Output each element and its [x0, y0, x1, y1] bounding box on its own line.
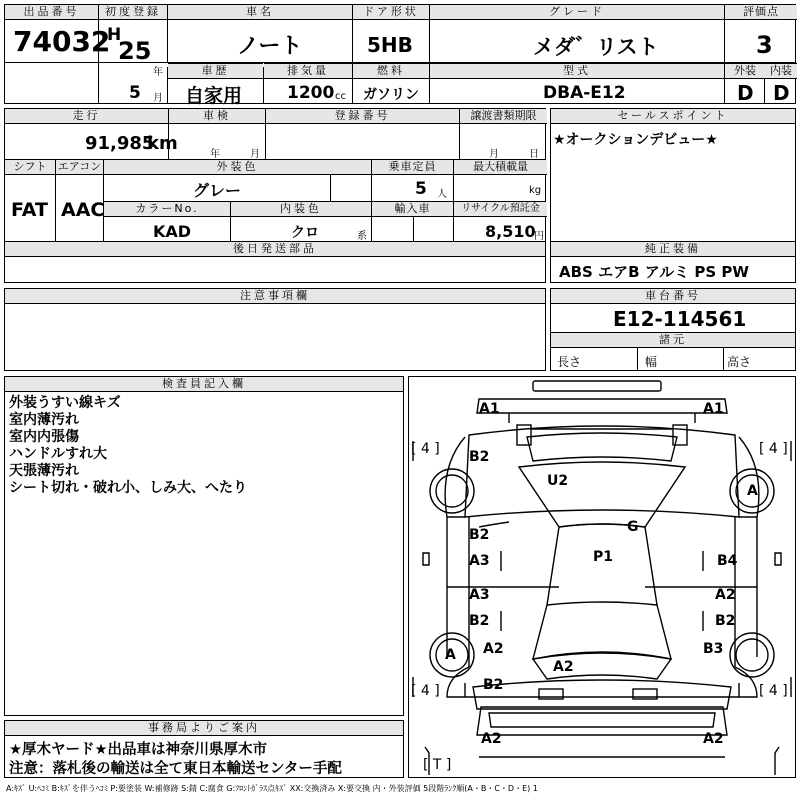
tyre-tread-fl: [ 4 ]	[411, 441, 440, 457]
history: 自家用	[185, 85, 243, 107]
load-unit: kg	[529, 185, 542, 196]
legend: A:ｷｽﾞ U:ﾍｺﾐ B:ｷｽﾞを伴うﾍｺﾐ P:要塗装 W:補修跡 S:錆 C:腐食 G:ﾌﾛﾝﾄｶﾞﾗｽ点ｷｽﾞ XX:交換済み X:要交換 内・外装評価 5段階ﾗﾝｸ順(A・B・C・D・E) 1	[6, 784, 538, 793]
history-label: 車歴	[168, 63, 263, 79]
transfer-label: 譲渡書類期限	[459, 109, 547, 124]
inspector-note: 室内薄汚れ	[9, 412, 79, 428]
displacement: 1200	[287, 83, 335, 103]
damage-mark: A2	[481, 731, 502, 747]
displacement-label: 排気量	[264, 63, 352, 79]
top-block	[4, 4, 796, 107]
damage-mark: B2	[469, 449, 490, 465]
inspector-note: 室内内張傷	[9, 429, 79, 445]
transfer-day-unit: 日	[529, 149, 539, 160]
lot-number: 74032	[13, 25, 111, 58]
insp-month-unit: 月	[250, 149, 260, 160]
length-label: 長さ	[557, 355, 582, 369]
door-label: ドア形状	[353, 5, 429, 20]
damage-mark: B3	[703, 641, 724, 657]
chassis-block	[550, 288, 796, 371]
inspector-note: 天張薄汚れ	[9, 463, 79, 479]
grade-label: グレード	[430, 5, 724, 20]
details-block	[4, 108, 546, 242]
inspector-notes	[9, 395, 247, 497]
equipment: ABS エアB アルミ PS PW	[559, 263, 749, 281]
color-label: 外装色	[103, 160, 371, 175]
ext-label: 外装	[725, 63, 765, 79]
sales-label: セールスポイント	[551, 109, 795, 124]
damage-mark: A3	[469, 587, 490, 603]
damage-diagram	[408, 376, 796, 778]
int-color-label: 内装色	[230, 202, 371, 217]
mileage-unit: km	[147, 133, 178, 154]
damage-mark: A2	[483, 641, 504, 657]
later-parts-label: 後日発送部品	[5, 242, 545, 257]
door-type: 5HB	[367, 33, 413, 57]
height-label: 高さ	[727, 355, 752, 369]
sales-block	[550, 108, 796, 242]
damage-mark: B2	[469, 613, 490, 629]
damage-mark: P1	[593, 549, 614, 565]
lot-label: 出品番号	[5, 5, 98, 20]
capacity-label: 乗車定員	[371, 160, 453, 175]
ac: AAC	[61, 199, 105, 221]
sales-point: ★オークションデビュー★	[553, 132, 718, 148]
spec-label: 諸元	[551, 332, 795, 348]
capacity: 5	[415, 179, 427, 199]
model: DBA-E12	[543, 83, 626, 103]
office-block	[4, 720, 404, 778]
inspector-label: 検査員記入欄	[5, 377, 403, 392]
office-line-2: 注意：落札後の輸送は全て東日本輸送センター手配	[9, 761, 342, 777]
first-reg-label: 初度登録	[99, 5, 167, 20]
caution-block	[4, 288, 546, 371]
reg-month: 5	[129, 83, 141, 103]
mileage: 91,985	[85, 133, 155, 154]
fuel-label: 燃料	[353, 63, 429, 79]
tyre-tread-rl: [ 4 ]	[411, 683, 440, 699]
equip-label: 純正装備	[551, 242, 795, 257]
caution-label: 注意事項欄	[5, 289, 545, 304]
transfer-month-unit: 月	[489, 149, 499, 160]
damage-mark: A2	[703, 731, 724, 747]
car-name-label: 車名	[168, 5, 352, 20]
import-label: 輸入車	[371, 202, 453, 217]
load-label: 最大積載量	[453, 160, 547, 175]
score-label: 評価点	[725, 5, 797, 20]
damage-mark: B2	[469, 527, 490, 543]
later-parts-block	[4, 241, 546, 283]
inspection-label: 車検	[168, 109, 265, 124]
displacement-unit: cc	[335, 91, 346, 102]
era: H	[107, 25, 122, 45]
color-no-label: カラーNo.	[104, 202, 230, 217]
damage-mark: B2	[715, 613, 736, 629]
int-grade: D	[773, 81, 790, 105]
car-outline-icon	[409, 377, 795, 777]
width-label: 幅	[645, 355, 658, 369]
grade: メダ゛リスト	[533, 35, 659, 59]
color-no: KAD	[153, 222, 192, 241]
model-label: 型式	[430, 63, 724, 79]
capacity-unit: 人	[437, 189, 447, 200]
damage-mark: A2	[553, 659, 574, 675]
int-label: 内装	[765, 63, 797, 79]
office-label: 事務局よりご案内	[5, 721, 403, 736]
damage-mark: B4	[717, 553, 738, 569]
damage-mark: G	[627, 519, 639, 535]
recycle-unit: 円	[534, 231, 544, 242]
inspector-note: 外装うすい線キズ	[9, 395, 121, 411]
int-color-unit: 系	[357, 231, 367, 242]
damage-mark: A3	[469, 553, 490, 569]
reg-year: 25	[118, 37, 152, 65]
year-unit: 年	[153, 67, 163, 78]
car-name: ノート	[237, 34, 303, 59]
chassis-number: E12-114561	[613, 307, 747, 331]
damage-mark: A	[445, 647, 456, 663]
damage-mark: A1	[479, 401, 500, 417]
damage-mark: A2	[715, 587, 736, 603]
score: 3	[756, 31, 773, 59]
recycle: 8,510	[485, 222, 536, 241]
damage-mark: U2	[547, 473, 569, 489]
spare-tyre: [ T ]	[423, 757, 452, 773]
office-line-1: ★厚木ヤード★出品車は神奈川県厚木市	[9, 742, 267, 758]
inspector-block	[4, 376, 404, 716]
damage-mark: A1	[703, 401, 724, 417]
shift-label: シフト	[5, 160, 55, 175]
recycle-label: リサイクル預託金	[453, 202, 547, 217]
int-color: クロ	[291, 225, 319, 241]
ac-label: エアコン	[55, 160, 103, 175]
tyre-tread-rr: [ 4 ]	[759, 683, 788, 699]
damage-mark: A	[747, 483, 758, 499]
ext-grade: D	[737, 81, 754, 105]
insp-year-unit: 年	[210, 149, 220, 160]
month-unit: 月	[153, 93, 163, 104]
tyre-tread-fr: [ 4 ]	[759, 441, 788, 457]
fuel: ガソリン	[363, 87, 419, 103]
exterior-color: グレー	[193, 181, 242, 200]
inspector-note: シート切れ・破れ小、しみ大、へたり	[9, 480, 247, 496]
chassis-label: 車台番号	[551, 289, 795, 304]
inspector-note: ハンドルすれ大	[9, 446, 107, 462]
shift: FAT	[11, 199, 48, 221]
plate-label: 登録番号	[265, 109, 459, 124]
mileage-label: 走行	[5, 109, 168, 124]
damage-mark: B2	[483, 677, 504, 693]
equip-block	[550, 241, 796, 283]
